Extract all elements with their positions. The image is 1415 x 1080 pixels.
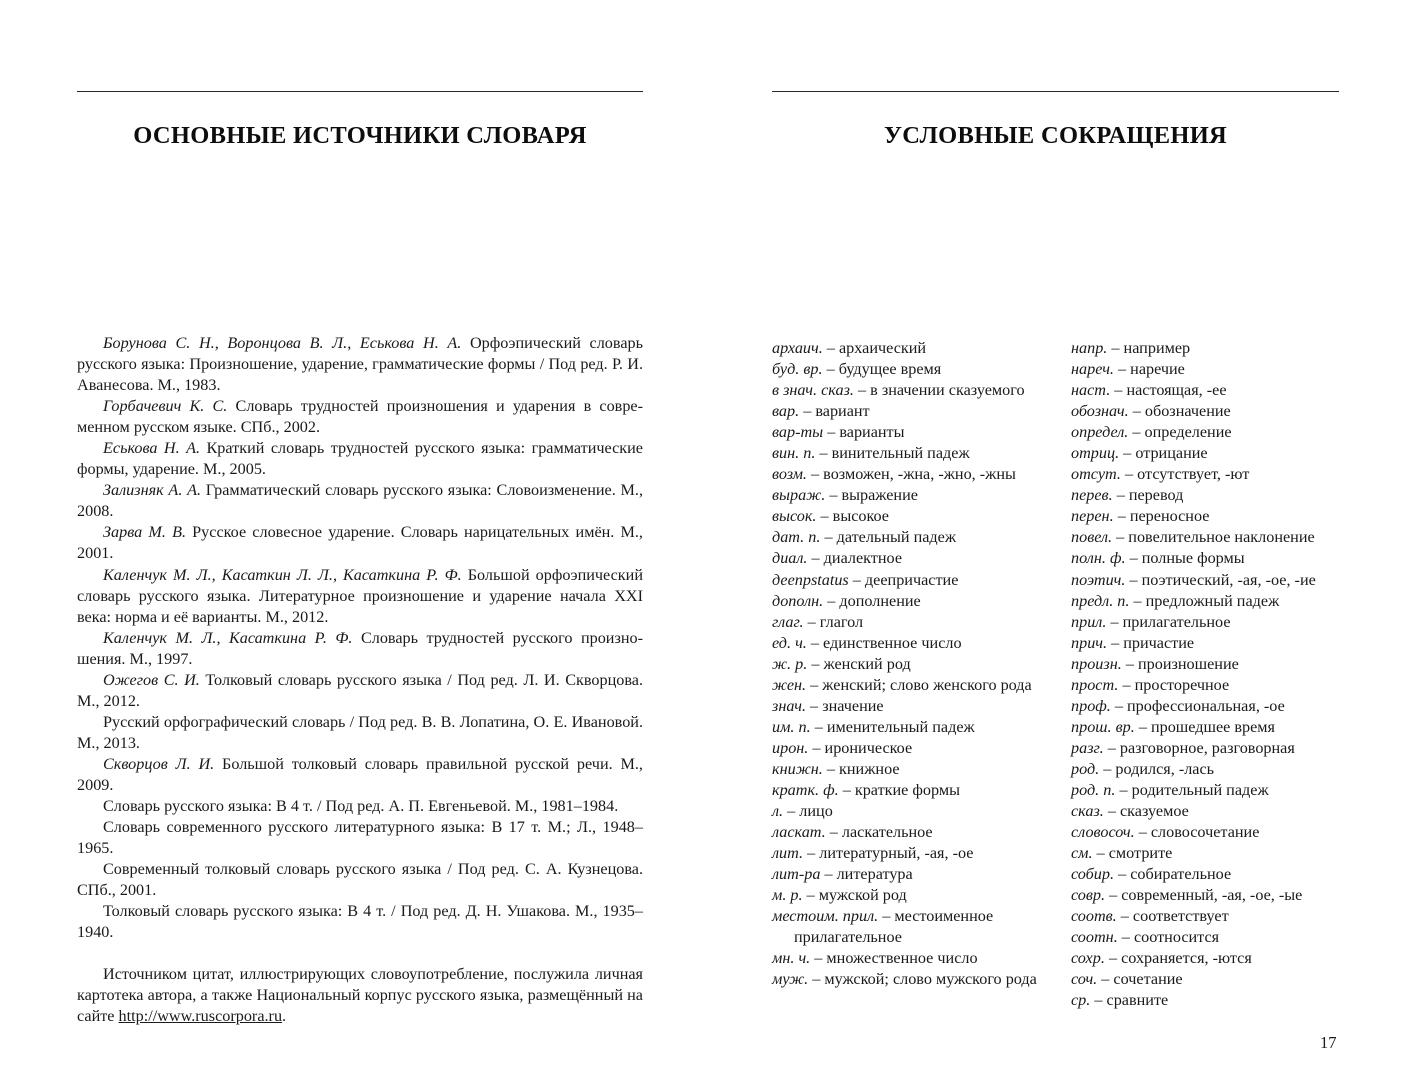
abbreviation: кратк. ф.	[772, 780, 839, 799]
dash: –	[806, 465, 824, 484]
abbreviation-entry	[1071, 654, 1346, 675]
dash: –	[822, 339, 839, 357]
abbreviation: сохр.	[1071, 949, 1105, 968]
dash: –	[1117, 928, 1134, 947]
abbreviation-entry	[772, 338, 1057, 359]
dash: –	[838, 780, 855, 799]
abbreviation: определ.	[1071, 423, 1129, 442]
dash: –	[810, 949, 827, 968]
dash: –	[1119, 444, 1136, 463]
abbreviation-meaning: перевод	[1128, 486, 1184, 505]
source-entry	[77, 480, 643, 522]
source-text: Словарь современного русского литературного языка: В 17 т. М.; Л., 1948–1965.	[77, 818, 643, 858]
abbreviation-meaning: поэтический, -ая, -ое, -ие	[1141, 570, 1316, 589]
dash: –	[1113, 507, 1130, 526]
sources-list	[77, 333, 643, 1028]
abbreviation-entry	[1071, 759, 1346, 780]
dash: –	[1134, 717, 1151, 736]
dash: –	[848, 570, 865, 589]
abbreviation: ср.	[1071, 991, 1091, 1010]
abbreviation: глаг.	[772, 612, 804, 631]
source-author: Еськова Н. А.	[103, 439, 201, 458]
abbreviation-entry	[1071, 990, 1346, 1011]
abbreviation-entry	[772, 527, 1057, 548]
abbreviation-entry	[772, 864, 1057, 885]
dash: –	[1112, 528, 1129, 547]
abbreviation-entry	[772, 401, 1057, 422]
abbreviation-meaning: отсутствует, -ют	[1137, 465, 1250, 484]
abbreviation-entry	[1071, 738, 1346, 759]
source-entry	[77, 522, 643, 564]
abbreviation: мн. ч.	[772, 949, 811, 968]
abbreviation-entry	[1071, 338, 1346, 359]
abbreviation-entry	[772, 696, 1057, 717]
abbreviation-meaning: диалектное	[823, 549, 903, 568]
dash: –	[822, 360, 839, 379]
page-title-sources: ОСНОВНЫЕ ИСТОЧНИКИ СЛОВАРЯ	[133, 122, 587, 149]
note-text: Источником цитат, иллюстрирующих словоупотребление, послужила личная картотека автора, а также Национальный корпус русского языка, размещённый на сайте	[77, 965, 643, 1026]
abbreviation-meaning: повелительное наклонение	[1128, 528, 1315, 547]
dash: –	[799, 402, 816, 421]
abbreviation-entry	[772, 885, 1057, 906]
abbreviation: перен.	[1071, 507, 1114, 526]
abbreviation: перев.	[1071, 486, 1113, 505]
abbreviation-entry	[772, 443, 1057, 464]
abbreviation-meaning: отрицание	[1135, 444, 1208, 463]
abbreviation: муж.	[772, 970, 809, 989]
abbreviation-meaning: сочетание	[1113, 970, 1183, 989]
abbreviation-entry	[1071, 359, 1346, 380]
abbreviation-meaning: прилагательное	[1122, 612, 1231, 631]
abbreviation-meaning: сравните	[1106, 991, 1169, 1010]
abbreviation: деепрstatus	[772, 570, 849, 589]
abbreviation: прич.	[1071, 633, 1108, 652]
abbreviation-entry	[772, 780, 1057, 801]
dash: –	[802, 886, 819, 905]
source-entry	[77, 817, 643, 859]
abbreviation: произн.	[1071, 654, 1122, 673]
abbreviation-meaning: обозначение	[1144, 402, 1231, 421]
source-entry	[77, 565, 643, 628]
source-entry	[77, 859, 643, 901]
abbreviation-meaning: причастие	[1123, 633, 1195, 652]
dash: –	[1097, 970, 1114, 989]
source-entry	[77, 333, 643, 396]
abbreviation-meaning: предложный падеж	[1145, 591, 1280, 610]
source-text: Большой орфоэпический словарь русского языка. Литературное произношение и ударение начала XXI века: норма и её варианты. М., 2012.	[77, 565, 644, 626]
abbreviation-meaning: родительный падеж	[1131, 780, 1269, 799]
abbreviation-meaning: соответствует	[1132, 907, 1229, 926]
abbreviation: лит.	[772, 844, 804, 863]
abbreviation: вин. п.	[772, 444, 816, 463]
abbreviation: совр.	[1071, 886, 1106, 905]
dash: –	[1120, 465, 1138, 484]
abbreviation-entry	[772, 801, 1057, 822]
abbreviation-meaning: мужской род	[818, 886, 907, 905]
abbreviation-entry	[772, 612, 1057, 633]
abbreviation-entry	[772, 422, 1057, 443]
abbreviation-meaning: переносное	[1129, 507, 1210, 526]
dash: –	[1110, 696, 1128, 715]
abbreviation-meaning: настоящая, -ее	[1126, 381, 1227, 400]
abbreviation-meaning: женский; слово женского рода	[822, 675, 1032, 694]
source-text: Русское словесное ударение. Словарь нарицательных имён. М., 2001.	[77, 523, 643, 563]
abbreviation-entry	[772, 969, 1057, 990]
abbreviation-entry	[1071, 401, 1346, 422]
source-text: Орфоэпический словарь русского языка: Произношение, ударение, грамматические формы / Под ред. Р. И. Аванесова. М., 1983.	[77, 334, 643, 395]
dash: –	[1106, 612, 1123, 631]
abbreviation-entry	[772, 654, 1057, 675]
abbreviation-entry	[1071, 717, 1346, 738]
abbreviation-entry	[772, 906, 1057, 948]
abbreviation: повел.	[1071, 528, 1113, 547]
dash: –	[1107, 633, 1124, 652]
abbreviation-entry	[1071, 906, 1346, 927]
abbreviation-meaning: деепричастие	[864, 570, 959, 589]
abbreviation: диал.	[772, 549, 808, 568]
dash: –	[1121, 654, 1138, 673]
abbreviation: напр.	[1071, 339, 1108, 357]
abbreviation: им. п.	[772, 717, 811, 736]
abbreviation: прил.	[1071, 612, 1107, 631]
abbreviation: дополн.	[772, 591, 824, 610]
source-entry	[77, 901, 643, 943]
abbreviation: полн. ф.	[1071, 549, 1126, 568]
abbreviation: ирон.	[772, 738, 809, 757]
dash: –	[820, 528, 837, 547]
abbreviation: л.	[772, 802, 784, 821]
abbreviation-meaning: единственное число	[823, 633, 962, 652]
abbreviation: поэтич.	[1071, 570, 1126, 589]
abbreviation-entry	[1071, 380, 1346, 401]
abbreviation: отриц.	[1071, 444, 1120, 463]
abbreviation-entry	[1071, 464, 1346, 485]
abbreviation-entry	[1071, 696, 1346, 717]
abbreviation-entry	[1071, 570, 1346, 591]
abbreviation-entry	[1071, 843, 1346, 864]
dash: –	[1128, 402, 1145, 421]
abbreviation: сказ.	[1071, 802, 1104, 821]
abbreviation: нареч.	[1071, 360, 1114, 379]
source-entry	[77, 712, 643, 754]
source-author: Каленчук М. Л., Касаткин Л. Л., Касаткина Р. Ф.	[103, 565, 462, 584]
dash: –	[808, 970, 825, 989]
dash: –	[816, 507, 833, 526]
abbreviation-entry	[772, 759, 1057, 780]
source-author: Горбачевич К. С.	[103, 397, 228, 416]
dash: –	[1112, 486, 1129, 505]
abbreviation-meaning: ироническое	[824, 738, 913, 757]
abbreviation-entry	[1071, 780, 1346, 801]
abbreviation-meaning: родился, -лась	[1115, 759, 1215, 778]
abbreviation: знач.	[772, 696, 806, 715]
abbreviation: архаич.	[772, 339, 823, 357]
source-entry	[77, 628, 643, 670]
dash: –	[1103, 802, 1120, 821]
source-author: Борунова С. Н., Воронцова В. Л., Еськова Н. А.	[103, 334, 462, 352]
abbreviation-meaning: винительный падеж	[831, 444, 970, 463]
abbreviation-meaning: прошедшее время	[1150, 717, 1275, 736]
abbreviation: высок.	[772, 507, 817, 526]
abbreviations-column-1	[772, 338, 1057, 990]
source-author: Зализняк А. А.	[103, 481, 202, 500]
dash: –	[806, 633, 824, 652]
abbreviation: наст.	[1071, 381, 1111, 400]
abbreviation-entry	[1071, 885, 1346, 906]
dash: –	[1090, 991, 1107, 1010]
abbreviation: выраж.	[772, 486, 826, 505]
abbreviation-meaning: мужской; слово мужского рода	[824, 970, 1037, 989]
source-author: Ожегов С. И.	[103, 670, 200, 689]
abbreviation-entry	[1071, 801, 1346, 822]
source-entry	[77, 796, 643, 817]
dash: –	[807, 549, 824, 568]
abbreviation-meaning: литература	[836, 865, 913, 884]
source-entry	[77, 754, 643, 796]
abbreviation-entry	[772, 506, 1057, 527]
dash: –	[1104, 949, 1122, 968]
dash: –	[1099, 759, 1116, 778]
abbreviation-meaning: смотрите	[1108, 844, 1173, 863]
abbreviation-meaning: сказуемое	[1120, 802, 1189, 821]
source-text: Современный толковый словарь русского языка / Под ред. С. А. Кузнецова. СПб., 2001.	[77, 860, 643, 900]
abbreviation-entry	[772, 380, 1057, 401]
abbreviation-meaning: именительный падеж	[826, 717, 975, 736]
dash: –	[1110, 381, 1127, 400]
abbreviation-meaning: книжное	[839, 759, 900, 778]
abbreviation-meaning: краткие формы	[854, 780, 960, 799]
dash: –	[822, 759, 840, 778]
abbreviation-meaning: наречие	[1130, 360, 1185, 379]
abbreviation-meaning: женский род	[823, 654, 911, 673]
abbreviation-meaning: сохраняется, -ются	[1121, 949, 1252, 968]
abbreviation-entry	[772, 633, 1057, 654]
dash: –	[1092, 844, 1109, 863]
abbreviation-entry	[1071, 675, 1346, 696]
abbreviation: прост.	[1071, 675, 1119, 694]
abbreviation-meaning: полные формы	[1141, 549, 1245, 568]
abbreviation-meaning: разговорное, разговорная	[1119, 738, 1295, 757]
dash: –	[815, 444, 832, 463]
abbreviation-entry	[1071, 948, 1346, 969]
abbreviation-entry	[772, 464, 1057, 485]
abbreviation-entry	[772, 570, 1057, 591]
dash: –	[1116, 907, 1133, 926]
abbreviation: лит-ра	[772, 865, 821, 884]
abbreviation: прош. вр.	[1071, 717, 1135, 736]
abbreviation-entry	[772, 843, 1057, 864]
abbreviation-meaning: высокое	[832, 507, 889, 526]
page-title-abbreviations: УСЛОВНЫЕ СОКРАЩЕНИЯ	[883, 122, 1228, 149]
abbreviation-meaning: словосочетание	[1150, 823, 1260, 842]
source-text: Словарь трудностей русского произношения. М., 1997.	[77, 628, 643, 668]
dash: –	[783, 802, 800, 821]
dash: –	[1103, 738, 1120, 757]
page-number: 17	[1320, 1033, 1337, 1052]
abbreviation-meaning: профессиональная, -ое	[1127, 696, 1285, 715]
dash: –	[825, 823, 842, 842]
abbreviation: разг.	[1071, 738, 1104, 757]
abbreviation: дат. п.	[772, 528, 821, 547]
abbreviation: вар-ты	[772, 423, 824, 442]
abbreviation-entry	[772, 948, 1057, 969]
source-entry	[77, 396, 643, 438]
dash: –	[810, 717, 827, 736]
dash: –	[825, 486, 842, 505]
dash: –	[1114, 865, 1131, 884]
dash: –	[820, 865, 837, 884]
dash: –	[806, 696, 823, 715]
source-text: Краткий словарь трудностей русского языка: грамматические формы, ударение. М., 2005.	[77, 439, 643, 479]
rule-left	[77, 91, 643, 92]
source-text: Грамматический словарь русского языка: Словоизменение. М., 2008.	[77, 481, 643, 521]
abbreviation-meaning: возможен, -жна, -жно, -жны	[823, 465, 1016, 484]
abbreviation-meaning: например	[1123, 339, 1191, 357]
dash: –	[1118, 675, 1135, 694]
dash: –	[1115, 780, 1132, 799]
abbreviation-meaning: варианты	[839, 423, 905, 442]
abbreviation: соч.	[1071, 970, 1098, 989]
abbreviation-meaning: будущее время	[838, 360, 942, 379]
abbreviation-meaning: архаический	[838, 339, 927, 357]
abbreviation-entry	[1071, 633, 1346, 654]
source-text: Большой толковый словарь правильной русской речи. М., 2009.	[77, 754, 643, 794]
abbreviation: в знач. сказ.	[772, 381, 854, 400]
abbreviation-meaning: дательный падеж	[836, 528, 957, 547]
dash: –	[1125, 570, 1142, 589]
abbreviation-meaning: собирательное	[1130, 865, 1232, 884]
abbreviation-entry	[1071, 527, 1346, 548]
abbreviation-entry	[1071, 485, 1346, 506]
abbreviation-entry	[772, 591, 1057, 612]
abbreviation-entry	[772, 822, 1057, 843]
source-text: Толковый словарь русского языка: В 4 т. / Под ред. Д. Н. Ушакова. М., 1935–1940.	[77, 902, 643, 942]
abbreviation-entry	[772, 738, 1057, 759]
abbreviation-entry	[1071, 612, 1346, 633]
source-text: Словарь русского языка: В 4 т. / Под ред. А. П. Евгеньевой. М., 1981–1984.	[103, 797, 619, 816]
abbreviation: жен.	[772, 675, 807, 694]
ruscorpora-link[interactable]: http://www.ruscorpora.ru	[118, 1007, 283, 1026]
abbreviation: род. п.	[1071, 780, 1116, 799]
abbreviation-meaning: вариант	[815, 402, 870, 421]
abbreviation: ед. ч.	[772, 633, 807, 652]
abbreviation: род.	[1071, 759, 1100, 778]
abbreviation-entry	[772, 717, 1057, 738]
dash: –	[808, 738, 825, 757]
abbreviation-meaning: в значении сказуемого	[870, 381, 1025, 400]
sources-note	[77, 964, 643, 1027]
abbreviation-meaning: соотносится	[1133, 928, 1220, 947]
abbreviation-meaning: местоименное прилагательное	[794, 907, 994, 947]
source-entry	[77, 438, 643, 480]
abbreviation-entry	[1071, 506, 1346, 527]
dash: –	[1125, 549, 1142, 568]
abbreviation: обознач.	[1071, 402, 1129, 421]
abbreviation: буд. вр.	[772, 360, 823, 379]
abbreviation-entry	[1071, 927, 1346, 948]
dash: –	[803, 612, 820, 631]
abbreviation: предл. п.	[1071, 591, 1130, 610]
abbreviation: ж. р.	[772, 654, 808, 673]
abbreviation: собир.	[1071, 865, 1115, 884]
dash: –	[807, 654, 824, 673]
abbreviation-meaning: определение	[1144, 423, 1232, 442]
abbreviation-meaning: произношение	[1137, 654, 1239, 673]
dash: –	[1128, 423, 1145, 442]
abbreviation: возм.	[772, 465, 807, 484]
dash: –	[1107, 339, 1124, 357]
abbreviation: соотв.	[1071, 907, 1117, 926]
abbreviation-meaning: современный, -ая, -ое, -ые	[1121, 886, 1303, 905]
abbreviation: ласкат.	[772, 823, 826, 842]
abbreviation-meaning: глагол	[819, 612, 864, 631]
dash: –	[823, 591, 840, 610]
abbreviation-entry	[1071, 969, 1346, 990]
abbreviation: проф.	[1071, 696, 1111, 715]
dash: –	[1113, 360, 1131, 379]
abbreviation-entry	[772, 485, 1057, 506]
abbreviation-entry	[1071, 548, 1346, 569]
abbreviation-entry	[1071, 864, 1346, 885]
abbreviation: м. р.	[772, 886, 803, 905]
abbreviation-meaning: ласкательное	[841, 823, 933, 842]
dash: –	[853, 381, 871, 400]
abbreviation-entry	[772, 675, 1057, 696]
abbreviation-entry	[772, 359, 1057, 380]
dash: –	[1105, 886, 1122, 905]
source-author: Скворцов Л. И.	[103, 754, 215, 773]
source-entry	[77, 670, 643, 712]
abbreviation-entry	[1071, 822, 1346, 843]
abbreviation-meaning: множественное число	[826, 949, 978, 968]
note-end: .	[282, 1007, 287, 1026]
abbreviation-meaning: выражение	[841, 486, 918, 505]
rule-right	[772, 91, 1339, 92]
abbreviation: местоим. прил.	[772, 907, 879, 926]
abbreviation: см.	[1071, 844, 1093, 863]
source-text: Толковый словарь русского языка / Под ред. Л. И. Скворцова. М., 2012.	[77, 670, 643, 710]
source-text: Словарь трудностей произношения и ударения в современном русском языке. СПб., 2002.	[77, 397, 643, 437]
abbreviation-entry	[1071, 422, 1346, 443]
abbreviation: словосоч.	[1071, 823, 1135, 842]
abbreviation: вар.	[772, 402, 800, 421]
abbreviation-meaning: значение	[822, 696, 884, 715]
abbreviation: отсут.	[1071, 465, 1121, 484]
abbreviations-column-2	[1071, 338, 1346, 1012]
abbreviation: соотн.	[1071, 928, 1118, 947]
abbreviation-entry	[1071, 591, 1346, 612]
dash: –	[1129, 591, 1146, 610]
abbreviation-entry	[772, 548, 1057, 569]
dash: –	[878, 907, 895, 926]
source-text: Русский орфографический словарь / Под ред. В. В. Лопатина, О. Е. Ивановой. М., 2013.	[77, 712, 643, 752]
source-author: Каленчук М. Л., Касаткина Р. Ф.	[103, 628, 353, 647]
source-author: Зарва М. В.	[103, 523, 186, 542]
dash: –	[823, 423, 840, 442]
dash: –	[1134, 823, 1151, 842]
dash: –	[803, 844, 820, 863]
abbreviation-meaning: просторечное	[1134, 675, 1230, 694]
abbreviation-meaning: лицо	[799, 802, 833, 821]
abbreviation-entry	[1071, 443, 1346, 464]
abbreviation-meaning: литературный, -ая, -ое	[819, 844, 974, 863]
abbreviation: книжн.	[772, 759, 823, 778]
abbreviation-meaning: дополнение	[839, 591, 921, 610]
dash: –	[806, 675, 823, 694]
